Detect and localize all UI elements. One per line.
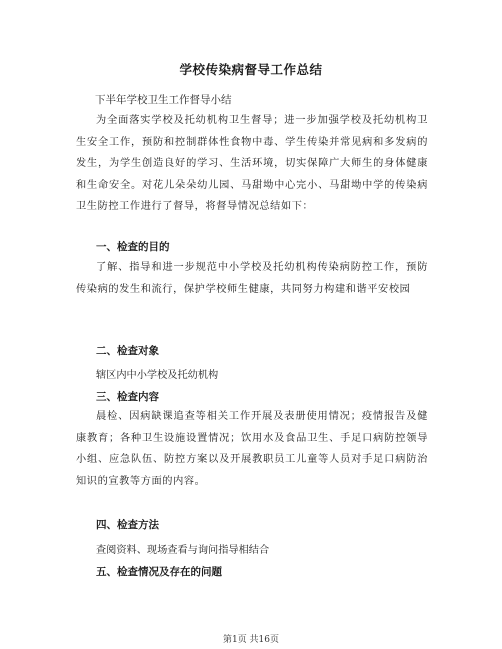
section-body-purpose: 了解、指导和进一步规范中小学校及托幼机构传染病防控工作，预防传染病的发生和流行，保护学校师生健康，共同努力构建和谐平安校园 xyxy=(76,262,428,295)
section-heading-content: 三、检查内容 xyxy=(96,391,159,403)
page-footer: 第1页 共16页 xyxy=(222,635,280,645)
section-heading-purpose: 一、检查的目的 xyxy=(96,241,170,253)
section-body-target: 辖区内中小学校及托幼机构 xyxy=(96,370,219,381)
document-title: 学校传染病督导工作总结 xyxy=(179,62,323,77)
section-heading-findings: 五、检查情况及存在的问题 xyxy=(96,566,222,578)
document-subtitle: 下半年学校卫生工作督导小结 xyxy=(95,94,232,106)
section-heading-method: 四、检查方法 xyxy=(96,519,159,531)
section-body-method: 查阅资料、现场查看与询问指导相结合 xyxy=(96,545,270,556)
section-body-content: 晨检、因病缺课追查等相关工作开展及表册使用情况；疫情报告及健康教育；各种卫生设施设置情况；饮用水及食品卫生、手足口病防控领导小组、应急队伍、防控方案以及开展教职员工儿童等人员对手足口病防治知识的宣教等方面的内容。 xyxy=(76,411,428,487)
section-heading-target: 二、检查对象 xyxy=(96,345,159,357)
intro-paragraph: 为全面落实学校及托幼机构卫生督导；进一步加强学校及托幼机构卫生安全工作，预防和控制群体性食物中毒、学生传染并常见病和多发病的发生，为学生创造良好的学习、生活环境，切实保障广大师生的身体健康和生命安全。对花儿朵朵幼儿园、马甜坳中心完小、马甜坳中学的传染病卫生防控工作进行了督导，将督导情况总结如下： xyxy=(76,115,428,212)
